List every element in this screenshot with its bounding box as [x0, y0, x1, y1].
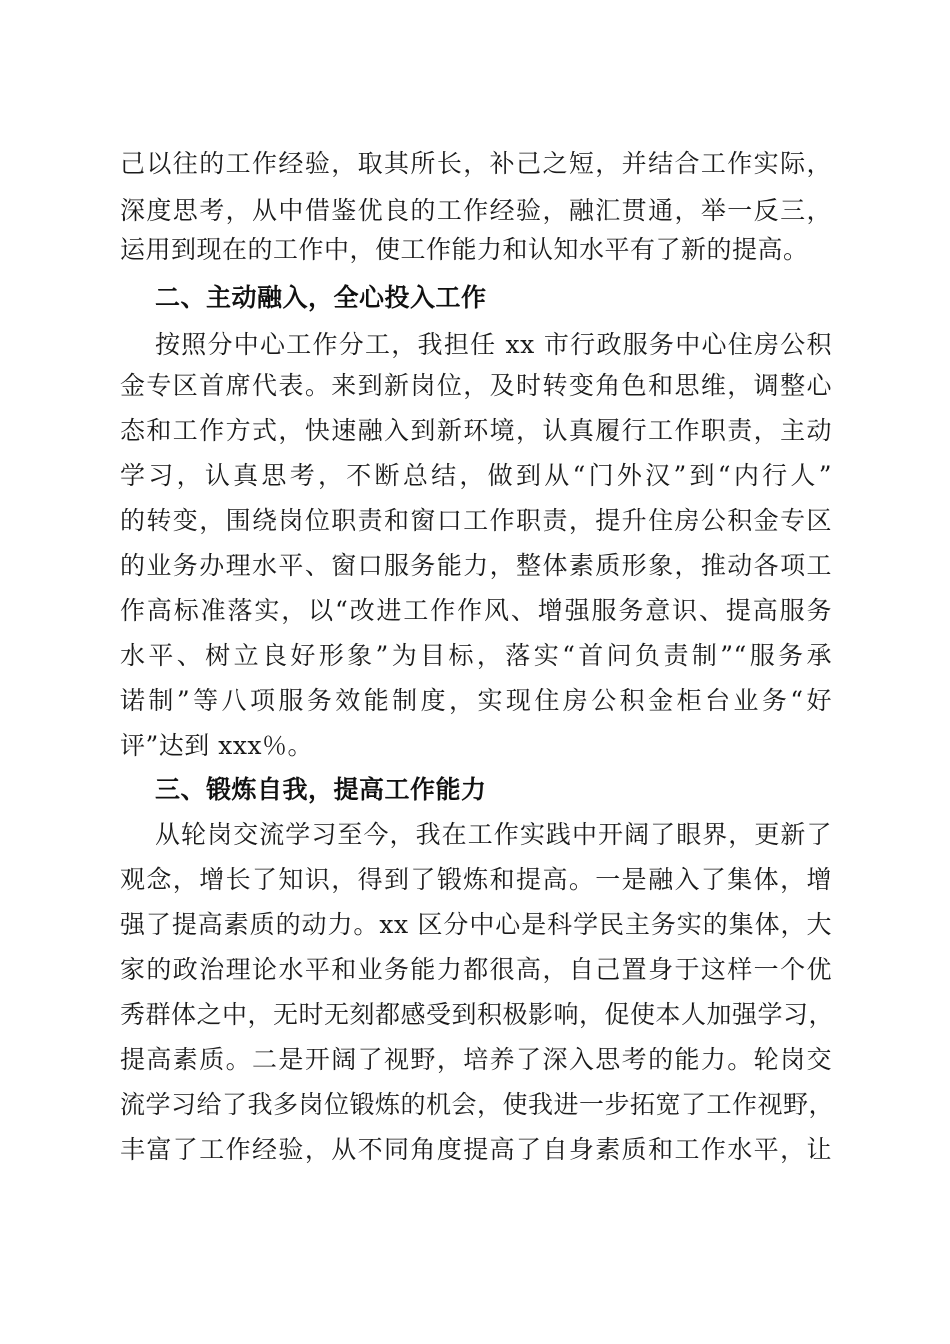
intro-line-2: 深度思考，从中借鉴优良的工作经验，融汇贯通，举一反三， — [120, 196, 832, 225]
section-2-line-2: 金专区首席代表。来到新岗位，及时转变角色和思维，调整心 — [120, 371, 832, 400]
section-2-line-7: 作高标准落实，以“改进工作作风、增强服务意识、提高服务 — [120, 596, 832, 625]
section-3-line-7: 流学习给了我多岗位锻炼的机会，使我进一步拓宽了工作视野， — [120, 1090, 835, 1119]
section-3-line-8: 丰富了工作经验，从不同角度提高了自身素质和工作水平，让 — [120, 1135, 832, 1164]
intro-line-3: 运用到现在的工作中，使工作能力和认知水平有了新的提高。 — [120, 235, 809, 264]
section-3-line-2: 观念，增长了知识，得到了锻炼和提高。一是融入了集体，增 — [120, 865, 832, 894]
section-2-line-1: 按照分中心工作分工，我担任 xx 市行政服务中心住房公积 — [155, 330, 832, 359]
section-3-line-3: 强了提高素质的动力。xx 区分中心是科学民主务实的集体，大 — [120, 910, 832, 939]
section-2-line-9: 诺制”等八项服务效能制度，实现住房公积金柜台业务“好 — [120, 686, 832, 715]
section-2-line-3: 态和工作方式，快速融入到新环境，认真履行工作职责，主动 — [120, 416, 832, 445]
section-3-line-6: 提高素质。二是开阔了视野，培养了深入思考的能力。轮岗交 — [120, 1045, 832, 1074]
section-2-line-10: 评”达到 xxx％。 — [120, 731, 314, 760]
section-3-line-5: 秀群体之中，无时无刻都感受到积极影响，促使本人加强学习， — [120, 1000, 835, 1029]
section-3-line-4: 家的政治理论水平和业务能力都很高，自己置身于这样一个优 — [120, 955, 832, 984]
section-2-heading: 二、主动融入，全心投入工作 — [155, 283, 487, 312]
section-3-heading: 三、锻炼自我，提高工作能力 — [155, 775, 487, 804]
section-2-line-4: 学习，认真思考，不断总结，做到从“门外汉”到“内行人” — [120, 461, 832, 490]
intro-line-1: 己以往的工作经验，取其所长，补己之短，并结合工作实际， — [120, 149, 832, 178]
section-3-line-1: 从轮岗交流学习至今，我在工作实践中开阔了眼界，更新了 — [155, 820, 832, 849]
section-2-line-6: 的业务办理水平、窗口服务能力，整体素质形象，推动各项工 — [120, 551, 832, 580]
section-2-line-8: 水平、树立良好形象”为目标，落实“首问负责制”“服务承 — [120, 641, 832, 670]
section-2-line-5: 的转变，围绕岗位职责和窗口工作职责，提升住房公积金专区 — [120, 506, 832, 535]
